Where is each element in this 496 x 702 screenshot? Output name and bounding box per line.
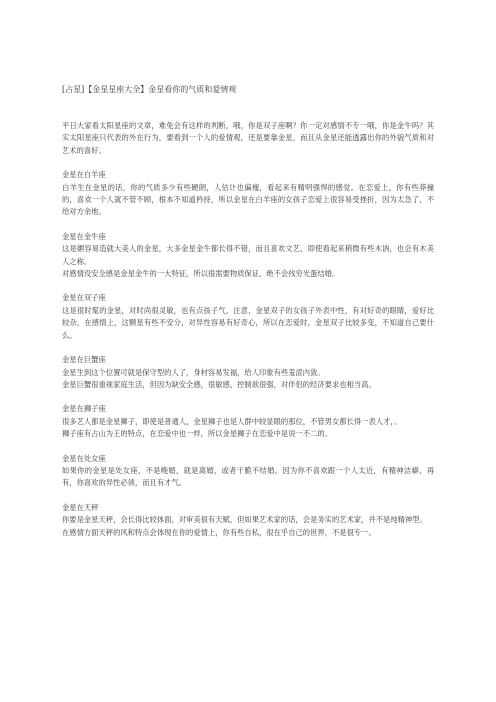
document-page — [62, 84, 434, 551]
section-paragraph: 白羊生在金星的话，你的气质多少有些硬朗，人估计也偏瘦，看起来有精明强悍的感觉。在恋爱上，你有些莽撞的，喜欢一个人就不管不顾，根本不知道矜持，所以金星在白羊座的女孩子恋爱上很容易受挫折，因为太急了，不给对方余地。 — [62, 182, 434, 217]
section-gemini — [62, 292, 434, 342]
section-heading: 金星在天秤 — [62, 502, 99, 512]
section-libra — [62, 502, 434, 539]
section-heading: 金星在金牛座 — [62, 231, 106, 241]
section-virgo — [62, 453, 434, 490]
section-paragraph: 在感情方面天秤的风和特点会体现在你的爱情上，你有些自私，很在乎自己的世界，不是很专一。 — [62, 527, 376, 537]
section-paragraph: 你要是金星天秤，会长得比较体面，对审美很有天赋，但如果艺术家的话，会是务实的艺术家，并不是纯精神型。 — [62, 515, 427, 525]
section-cancer — [62, 354, 434, 391]
section-heading: 金星在巨蟹座 — [62, 355, 106, 365]
intro-paragraph: 平日大家看太阳星座的文章，难免会有这样的判断，哦，你是双子座啊？你一定对感情不专一哦，你是金牛吗？其实太阳星座只代表的外在行为，要看到一个人的爱情观，还是要靠金星，而且从金星还能透露出你的外貌气质和对艺术的喜好。 — [62, 121, 434, 155]
section-leo — [62, 403, 434, 440]
section-paragraph: 如果你的金星是处女座，不是晚婚，就是离婚，或者干脆不结婚。因为你不喜欢跟一个人太近，有精神洁癖，再有，你喜欢的异性必须，而且有才气。 — [62, 465, 434, 488]
section-paragraph: 金星巨蟹很重视家庭生活，但因为缺安全感，很敏感，控制欲很强，对伴侣的经济要求也相当高。 — [62, 379, 376, 389]
page-title: [占星]【金星星座大全】金星看你的气质和爱情观 — [62, 85, 237, 94]
section-heading: 金星在处女座 — [62, 453, 106, 463]
section-paragraph: 狮子座有占山为王的特点，在恋爱中也一样，所以金星狮子在恋爱中是说一不二的。 — [62, 429, 332, 439]
section-paragraph: 这是很时髦的金星，对时尚很灵敏，也有点孩子气，注意，金星双子的女孩子外表中性，有对好奇的眼睛，爱好比较杂，在感情上，这颗星有些不安分，对异性容易有好奇心，所以在恋爱时，金星双子比较多变，不知道自己要什么。 — [62, 305, 434, 340]
section-paragraph: 金星生到这个位置可就是保守型的人了，身材容易发福，给人印象有些羞涩内敛。 — [62, 367, 325, 377]
section-paragraph: 对感情没安全感是金星金牛的一大特征，所以很需要物质保证，绝不会找穷光蛋结婚。 — [62, 269, 340, 279]
section-heading: 金星在狮子座 — [62, 404, 106, 414]
section-paragraph: 这是媚容易造就大美人的金星，大多金星金牛都长得不错，而且喜欢文艺，即使看起来稍微有些木讷，也会有木美人之称。 — [62, 244, 434, 266]
section-heading: 金星在白羊座 — [62, 170, 106, 180]
section-heading: 金星在双子座 — [62, 293, 106, 303]
section-taurus — [62, 231, 434, 281]
section-aries — [62, 169, 434, 219]
section-paragraph: 很多艺人都是金星狮子，即使是普通人，金星狮子也是人群中较显眼的那位，不管男女都长得一表人才，。 — [62, 416, 402, 426]
